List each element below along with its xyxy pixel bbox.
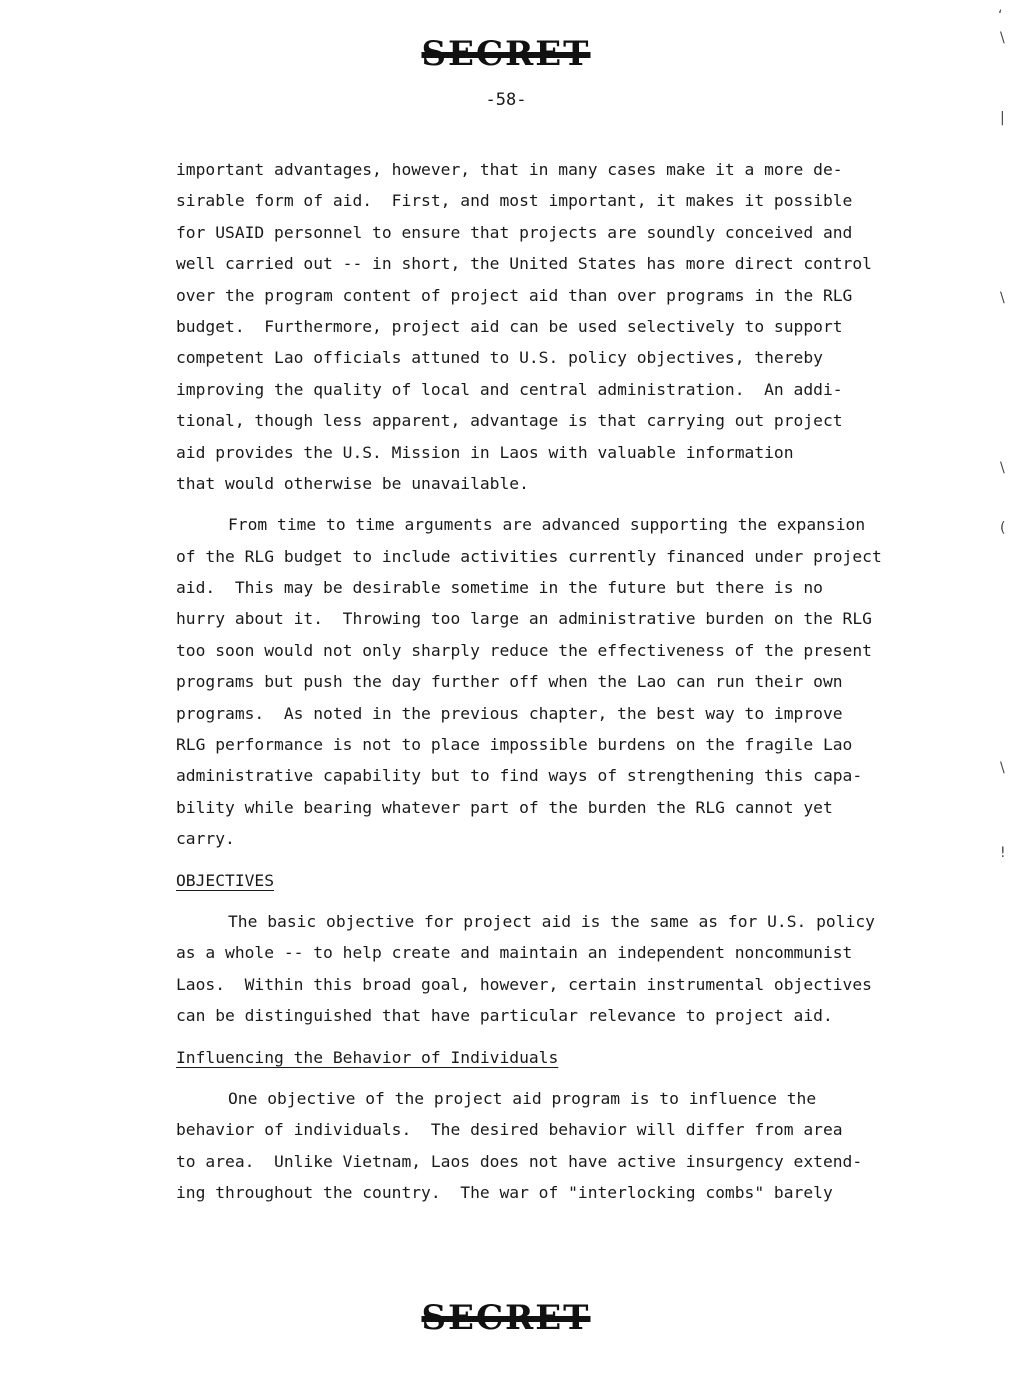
text-line: administrative capability but to find ways of strengthening this capa- — [176, 766, 863, 786]
text-line: over the program content of project aid than over programs in the RLG — [176, 285, 853, 305]
text-line: programs. As noted in the previous chapter, the best way to improve — [176, 703, 843, 723]
page-number: -58- — [485, 90, 527, 110]
text-line: improving the quality of local and central administration. An addi- — [176, 379, 843, 399]
text-line: From time to time arguments are advanced supporting the expansion — [228, 515, 866, 535]
text-line: important advantages, however, that in many cases make it a more de- — [176, 160, 843, 179]
paragraph-gap — [176, 1032, 936, 1042]
text-line: One objective of the project aid program is to influence the — [228, 1088, 817, 1108]
paragraph-gap — [176, 896, 936, 906]
text-line: competent Lao officials attuned to U.S. policy objectives, thereby — [176, 348, 823, 368]
text-line: too soon would not only sharply reduce the effectiveness of the present — [176, 640, 872, 660]
paragraph-1 — [176, 154, 936, 499]
scan-speck: ( — [1000, 520, 1006, 536]
scan-speck: ‘ — [998, 8, 1003, 24]
text-line: aid provides the U.S. Mission in Laos with valuable information — [176, 442, 794, 462]
subsection-heading-influencing-behavior: Influencing the Behavior of Individuals — [176, 1047, 559, 1067]
text-line: well carried out -- in short, the United States has more direct control — [176, 254, 872, 274]
document-body — [176, 154, 936, 1209]
text-line: budget. Furthermore, project aid can be used selectively to support — [176, 316, 843, 336]
scan-speck: \ — [1000, 460, 1005, 476]
scan-speck: | — [1000, 110, 1005, 126]
text-line: ing throughout the country. The war of "interlocking combs" barely — [176, 1183, 833, 1203]
paragraph-gap — [176, 855, 936, 865]
text-line: can be distinguished that have particular relevance to project aid. — [176, 1006, 833, 1026]
classification-stamp-top: SECRET — [421, 34, 591, 74]
text-line: sirable form of aid. First, and most important, it makes it possible — [176, 191, 853, 211]
paragraph-gap — [176, 499, 936, 509]
text-line: Laos. Within this broad goal, however, certain instrumental objectives — [176, 974, 872, 994]
text-line: bility while bearing whatever part of the burden the RLG cannot yet — [176, 797, 833, 817]
text-line: to area. Unlike Vietnam, Laos does not have active insurgency extend- — [176, 1151, 863, 1171]
section-heading-objectives: OBJECTIVES — [176, 870, 275, 890]
text-line: of the RLG budget to include activities currently financed under project — [176, 546, 882, 566]
text-line: tional, though less apparent, advantage is that carrying out project — [176, 411, 843, 431]
text-line: carry. — [176, 829, 235, 849]
scan-speck: ! — [1000, 845, 1006, 861]
paragraph-2 — [176, 509, 936, 854]
text-line: for USAID personnel to ensure that projects are soundly conceived and — [176, 222, 853, 242]
text-line: as a whole -- to help create and maintain an independent noncommunist — [176, 943, 853, 963]
text-line: The basic objective for project aid is the same as for U.S. policy — [228, 911, 875, 931]
paragraph-3 — [176, 906, 936, 1032]
text-line: aid. This may be desirable sometime in the future but there is no — [176, 578, 823, 598]
text-line: programs but push the day further off when the Lao can run their own — [176, 672, 843, 692]
paragraph-gap — [176, 1073, 936, 1083]
text-line: that would otherwise be unavailable. — [176, 473, 529, 493]
scan-speck: \ — [1000, 30, 1005, 46]
text-line: hurry about it. Throwing too large an administrative burden on the RLG — [176, 609, 872, 629]
classification-stamp-bottom: SECRET — [421, 1298, 591, 1338]
scan-speck: \ — [1000, 290, 1005, 306]
text-line: RLG performance is not to place impossible burdens on the fragile Lao — [176, 735, 853, 755]
paragraph-4 — [176, 1083, 936, 1209]
scan-speck: \ — [1000, 760, 1005, 776]
text-line: behavior of individuals. The desired behavior will differ from area — [176, 1120, 843, 1140]
